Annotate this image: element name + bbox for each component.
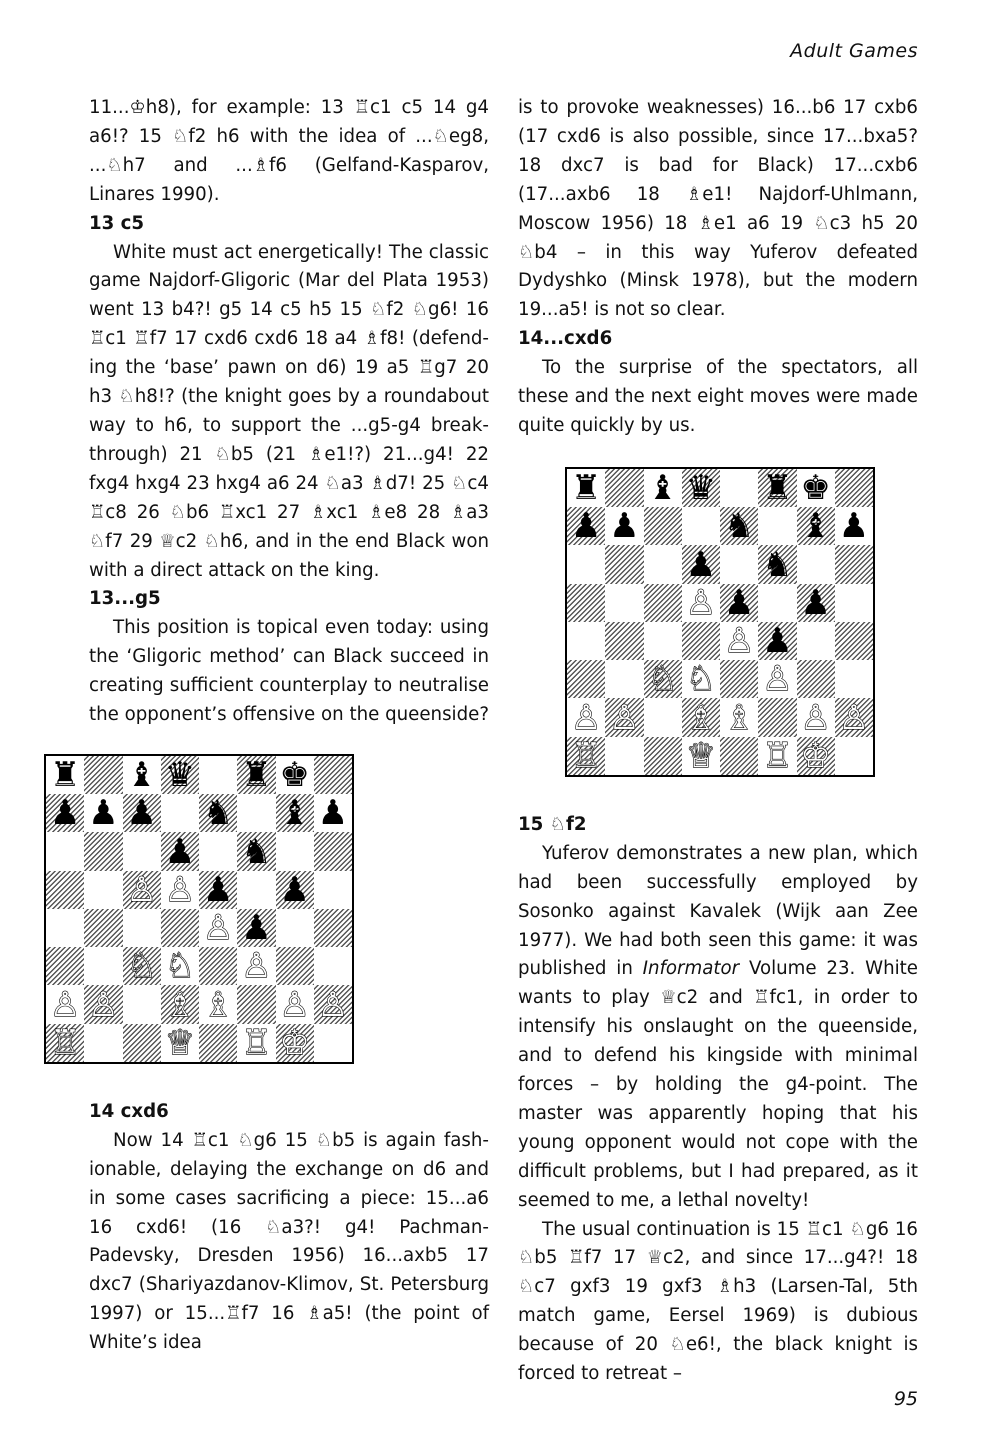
square-g3 [276, 947, 314, 985]
square-e3 [199, 947, 237, 985]
square-a6 [46, 832, 84, 870]
square-h2 [835, 698, 873, 736]
commentary-paragraph: 11...♔h8), for example: 13 ♖c1 c5 14 g4 a6!? 15 ♘f2 h6 with the idea of ...♘eg8, ...♘h7 and ...♗f6 (Gelfand-Kasparov, Linares 1990). [89, 97, 489, 205]
white-queen-icon: ♕ [164, 1023, 196, 1062]
square-a8 [567, 469, 605, 507]
square-e3 [720, 660, 758, 698]
black-pawn-icon: ♟ [685, 545, 717, 584]
square-a1 [46, 1024, 84, 1062]
square-b4 [605, 622, 643, 660]
black-knight-icon: ♞ [762, 545, 793, 584]
black-bishop-icon: ♝ [126, 755, 157, 795]
square-a6 [567, 545, 605, 583]
square-f1 [758, 737, 796, 775]
square-g2 [797, 698, 835, 736]
square-e1 [199, 1024, 237, 1062]
square-b7 [84, 794, 122, 832]
square-e1 [720, 737, 758, 775]
white-pawn-icon: ♙ [241, 947, 272, 986]
square-h5 [835, 584, 873, 622]
square-g8 [276, 756, 314, 794]
square-e6 [199, 832, 237, 870]
square-f1 [237, 1024, 275, 1062]
square-h2 [314, 985, 352, 1023]
square-a7 [567, 507, 605, 545]
square-g1 [276, 1024, 314, 1062]
square-e7 [720, 507, 758, 545]
black-king-icon: ♚ [279, 755, 310, 795]
white-knight-icon: ♘ [685, 660, 717, 699]
square-c6 [644, 545, 682, 583]
white-pawn-icon: ♙ [609, 698, 640, 737]
square-d4 [682, 622, 720, 660]
white-rook-icon: ♖ [49, 1023, 81, 1062]
square-b2 [84, 985, 122, 1023]
square-c3 [123, 947, 161, 985]
black-king-icon: ♚ [800, 468, 831, 508]
white-king-icon: ♔ [800, 736, 831, 775]
white-pawn-icon: ♙ [49, 985, 81, 1024]
square-b6 [605, 545, 643, 583]
square-b8 [605, 469, 643, 507]
commentary-paragraph: This position is topical even today: using the ‘Gligoric method’ can Black succeed in creating sufficient counterplay to neutralise the opponent’s offensive on the queenside? [89, 617, 489, 726]
square-b1 [605, 737, 643, 775]
square-f2 [758, 698, 796, 736]
square-f7 [758, 507, 796, 545]
square-g4 [797, 622, 835, 660]
square-a2 [567, 698, 605, 736]
black-pawn-icon: ♟ [800, 583, 831, 622]
square-f6 [758, 545, 796, 583]
move-heading: 13 c5 [89, 212, 145, 234]
square-c4 [123, 909, 161, 947]
white-pawn-icon: ♙ [570, 698, 602, 737]
square-d3 [161, 947, 199, 985]
square-h5 [314, 871, 352, 909]
commentary-paragraph: White must act energetically! The classic game Najdorf-Gligoric (Mar del Plata 1953) went 13 b4?! g5 14 c5 h5 15 ♘f2 ♘g6! 16 ♖c1 ♖f7 17 cxd6 cxd6 18 a4 ♗f8! (defending the ‘base’ pawn on d6) 19 a5 ♖g7 20 h3 ♘h8!? (the knight goes by a roundabout way to h6, to support the ...g5-g4 breakthrough) 21 ♘b5 (21 ♗e1!?) 21...g4! 22 fxg4 hxg4 23 hxg4 a6 24 ♘a3 ♗d7! 25 ♘c4 ♖c8 26 ♘b6 ♖xc1 27 ♗xc1 ♗e8 28 ♗a3 ♘f7 29 ♕c2 ♘h6, and in the end Black won with a direct attack on the king. [89, 241, 489, 581]
black-queen-icon: ♛ [685, 468, 717, 508]
square-d3 [682, 660, 720, 698]
square-a3 [567, 660, 605, 698]
square-d6 [682, 545, 720, 583]
page-number: 95 [893, 1388, 918, 1410]
square-h4 [314, 909, 352, 947]
square-g6 [276, 832, 314, 870]
square-c6 [123, 832, 161, 870]
square-f4 [237, 909, 275, 947]
black-pawn-icon: ♟ [762, 621, 793, 661]
square-g1 [797, 737, 835, 775]
square-a4 [567, 622, 605, 660]
square-f5 [237, 871, 275, 909]
square-g7 [797, 507, 835, 545]
black-knight-icon: ♞ [241, 832, 272, 871]
white-rook-icon: ♖ [570, 736, 602, 775]
commentary-paragraph: is to provoke weaknesses) 16...b6 17 cxb6 (17 cxd6 is also possible, since 17...bxa5? 18 dxc7 is bad for Black) 17...cxb6 (17...axb6 18 ♗e1! Najdorf-Uhlmann, Moscow 1956) 18 ♗e1 a6 19 ♘c3 h5 20 ♘b4 – in this way Yuferov defeated Dydyshko (Minsk 1978), but the modern 19...a5! is not so clear. [518, 97, 918, 321]
black-bishop-icon: ♝ [279, 794, 310, 833]
square-d1 [682, 737, 720, 775]
square-a7 [46, 794, 84, 832]
white-pawn-icon: ♙ [800, 698, 831, 737]
square-f3 [758, 660, 796, 698]
square-d8 [682, 469, 720, 507]
square-a1 [567, 737, 605, 775]
square-f8 [237, 756, 275, 794]
black-rook-icon: ♜ [570, 468, 602, 508]
commentary-paragraph: To the surprise of the spectators, all these and the next eight moves were made quite quickly by us. [518, 357, 918, 436]
square-a3 [46, 947, 84, 985]
square-d6 [161, 832, 199, 870]
square-a2 [46, 985, 84, 1023]
square-e5 [199, 871, 237, 909]
white-pawn-icon: ♙ [279, 985, 310, 1024]
square-c4 [644, 622, 682, 660]
square-c7 [644, 507, 682, 545]
square-g5 [797, 584, 835, 622]
square-b3 [605, 660, 643, 698]
square-c5 [644, 584, 682, 622]
square-c5 [123, 871, 161, 909]
square-g8 [797, 469, 835, 507]
white-pawn-icon: ♙ [88, 985, 119, 1024]
white-knight-icon: ♘ [647, 660, 678, 699]
white-pawn-icon: ♙ [838, 698, 870, 737]
square-d8 [161, 756, 199, 794]
square-g5 [276, 871, 314, 909]
move-heading: 13...g5 [89, 588, 161, 610]
square-b5 [84, 871, 122, 909]
black-queen-icon: ♛ [164, 755, 196, 795]
square-c3 [644, 660, 682, 698]
square-e7 [199, 794, 237, 832]
square-e8 [720, 469, 758, 507]
white-pawn-icon: ♙ [685, 583, 717, 622]
square-b4 [84, 909, 122, 947]
square-e5 [720, 584, 758, 622]
square-c1 [123, 1024, 161, 1062]
black-knight-icon: ♞ [723, 507, 755, 546]
white-queen-icon: ♕ [685, 736, 717, 775]
square-b1 [84, 1024, 122, 1062]
square-f6 [237, 832, 275, 870]
chess-diagram-d1 [44, 754, 489, 1064]
square-f8 [758, 469, 796, 507]
chess-diagram-d2 [565, 467, 918, 777]
square-h1 [314, 1024, 352, 1062]
right-column [518, 94, 918, 1389]
square-h1 [835, 737, 873, 775]
black-pawn-icon: ♟ [241, 908, 272, 948]
white-knight-icon: ♘ [164, 947, 196, 986]
black-knight-icon: ♞ [202, 794, 234, 833]
running-head: Adult Games [790, 40, 918, 62]
black-pawn-icon: ♟ [570, 507, 602, 546]
square-g2 [276, 985, 314, 1023]
square-b8 [84, 756, 122, 794]
square-c1 [644, 737, 682, 775]
black-bishop-icon: ♝ [647, 468, 678, 508]
black-pawn-icon: ♟ [838, 507, 870, 546]
black-rook-icon: ♜ [762, 468, 793, 508]
square-g4 [276, 909, 314, 947]
square-d2 [682, 698, 720, 736]
square-a5 [46, 871, 84, 909]
square-h7 [314, 794, 352, 832]
black-pawn-icon: ♟ [126, 794, 157, 833]
black-pawn-icon: ♟ [317, 794, 349, 833]
square-e4 [720, 622, 758, 660]
square-f5 [758, 584, 796, 622]
white-rook-icon: ♖ [762, 736, 793, 775]
square-d5 [161, 871, 199, 909]
square-c7 [123, 794, 161, 832]
black-rook-icon: ♜ [49, 755, 81, 795]
square-e6 [720, 545, 758, 583]
move-heading: 14...cxd6 [518, 328, 613, 350]
white-pawn-icon: ♙ [317, 985, 349, 1024]
white-bishop-icon: ♗ [164, 985, 196, 1024]
commentary-paragraph: Yuferov demonstrates a new plan, which had been successfully employed by Sosonko against Kavalek (Wijk aan Zee 1977). We had both seen this game: it was published in Informator Volume 23. White wants to play ♕c2 and ♖fc1, in order to intensify his onslaught on the queenside, and to defend his kingside with minimal forces – by holding the g4-point. The master was apparently hoping that his young opponent would not cope with the difficult problems, but I had prepared, as it seemed to me, a lethal novelty! [518, 842, 918, 1211]
commentary-paragraph: Now 14 ♖c1 ♘g6 15 ♘b5 is again fashionable, delaying the exchange on d6 and in some cases sacrificing a piece: 15...a6 16 cxd6! (16 ♘a3?! g4! Pachman-Padevsky, Dresden 1956) 16...axb5 17 dxc7 (Shariyazdanov-Klimov, St. Petersburg 1997) or 15...♖f7 16 ♗a5! (the point of White’s idea [89, 1129, 489, 1354]
left-column [49, 94, 489, 1358]
square-d5 [682, 584, 720, 622]
square-e4 [199, 909, 237, 947]
square-a8 [46, 756, 84, 794]
square-e2 [199, 985, 237, 1023]
square-g6 [797, 545, 835, 583]
square-e2 [720, 698, 758, 736]
square-f7 [237, 794, 275, 832]
white-pawn-icon: ♙ [762, 660, 793, 699]
square-f3 [237, 947, 275, 985]
square-g3 [797, 660, 835, 698]
white-knight-icon: ♘ [126, 947, 157, 986]
square-h4 [835, 622, 873, 660]
square-h8 [314, 756, 352, 794]
move-heading: 15 ♘f2 [518, 813, 587, 835]
square-g7 [276, 794, 314, 832]
white-rook-icon: ♖ [241, 1023, 272, 1062]
black-pawn-icon: ♟ [279, 870, 310, 909]
chess-board [565, 467, 875, 777]
white-king-icon: ♔ [279, 1023, 310, 1062]
square-b3 [84, 947, 122, 985]
square-f2 [237, 985, 275, 1023]
square-c2 [644, 698, 682, 736]
square-c8 [123, 756, 161, 794]
commentary-paragraph: The usual continuation is 15 ♖c1 ♘g6 16 ♘b5 ♖f7 17 ♕c2, and since 17...g4?! 18 ♘c7 gxf3 19 gxf3 ♗h3 (Larsen-Tal, 5th match game, Eersel 1969) is dubious because of 20 ♘e6!, the black knight is forced to retreat – [518, 1218, 918, 1385]
square-h8 [835, 469, 873, 507]
square-b7 [605, 507, 643, 545]
square-f4 [758, 622, 796, 660]
square-d4 [161, 909, 199, 947]
black-pawn-icon: ♟ [723, 583, 755, 622]
white-pawn-icon: ♙ [723, 621, 755, 661]
black-rook-icon: ♜ [241, 755, 272, 795]
black-pawn-icon: ♟ [164, 832, 196, 871]
white-bishop-icon: ♗ [685, 698, 717, 737]
white-pawn-icon: ♙ [202, 908, 234, 948]
move-heading: 14 cxd6 [89, 1100, 169, 1122]
black-bishop-icon: ♝ [800, 507, 831, 546]
square-b6 [84, 832, 122, 870]
square-c2 [123, 985, 161, 1023]
square-b2 [605, 698, 643, 736]
square-h6 [835, 545, 873, 583]
square-e8 [199, 756, 237, 794]
square-a4 [46, 909, 84, 947]
square-h6 [314, 832, 352, 870]
white-pawn-icon: ♙ [164, 870, 196, 909]
square-h7 [835, 507, 873, 545]
square-d1 [161, 1024, 199, 1062]
square-b5 [605, 584, 643, 622]
square-h3 [314, 947, 352, 985]
white-bishop-icon: ♗ [202, 985, 234, 1024]
black-pawn-icon: ♟ [49, 794, 81, 833]
white-bishop-icon: ♗ [723, 698, 755, 737]
square-c8 [644, 469, 682, 507]
square-a5 [567, 584, 605, 622]
square-d2 [161, 985, 199, 1023]
square-h3 [835, 660, 873, 698]
black-pawn-icon: ♟ [88, 794, 119, 833]
white-pawn-icon: ♙ [126, 870, 157, 909]
square-d7 [161, 794, 199, 832]
square-d7 [682, 507, 720, 545]
chess-board [44, 754, 354, 1064]
black-pawn-icon: ♟ [609, 507, 640, 546]
black-pawn-icon: ♟ [202, 870, 234, 909]
